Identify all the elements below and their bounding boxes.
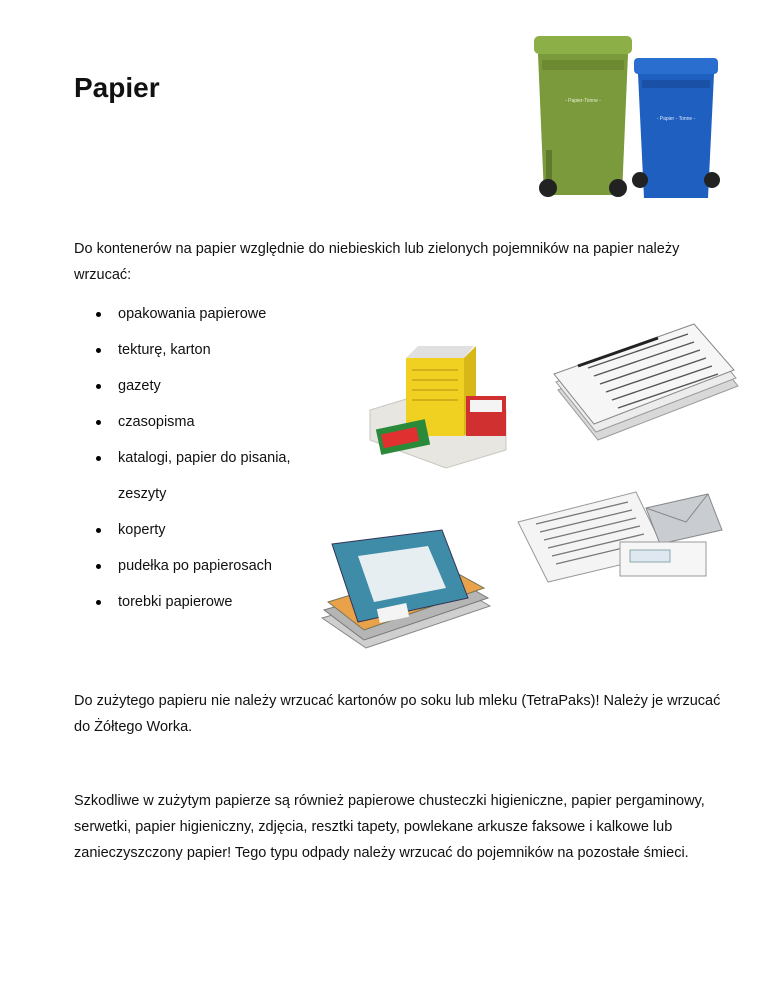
newspapers-image xyxy=(548,322,742,446)
list-item: torebki papierowe xyxy=(74,584,334,620)
intro-paragraph: Do kontenerów na papier względnie do niebieskich lub zielonych pojemników na papier należy wrzucać: xyxy=(74,241,680,283)
list-item: czasopisma xyxy=(74,404,334,440)
list-item: katalogi, papier do pisania, zeszyty xyxy=(74,440,334,512)
list-item: gazety xyxy=(74,368,334,404)
cardboard-boxes-image xyxy=(366,340,516,470)
list-item: opakowania papierowe xyxy=(74,296,334,332)
green-bin-label: - Papier-Tonne - xyxy=(565,98,601,104)
envelopes-image xyxy=(516,490,724,584)
accepted-items-list xyxy=(74,296,334,620)
magazines-image xyxy=(318,526,494,654)
list-item: pudełka po papierosach xyxy=(74,548,334,584)
list-item: tekturę, karton xyxy=(74,332,334,368)
harmful-paper-note: Szkodliwe w zużytym papierze są również papierowe chusteczki higieniczne, papier pergaminowy, serwetki, papier higieniczny, zdjęcia, resztki tapety, powlekane arkusze faksowe i kalkowe lub zanieczyszczony papier! Tego typu odpady należy wrzucać do pojemników na pozostałe śmieci. xyxy=(74,793,705,861)
page-title: Papier xyxy=(74,72,160,103)
blue-bin-label: - Papier - Tonne - xyxy=(656,116,696,122)
list-item: koperty xyxy=(74,512,334,548)
tetrapak-note: Do zużytego papieru nie należy wrzucać kartonów po soku lub mleku (TetraPaks)! Należy je wrzucać do Żółtego Worka. xyxy=(74,693,721,735)
recycling-bins-image xyxy=(528,30,728,202)
